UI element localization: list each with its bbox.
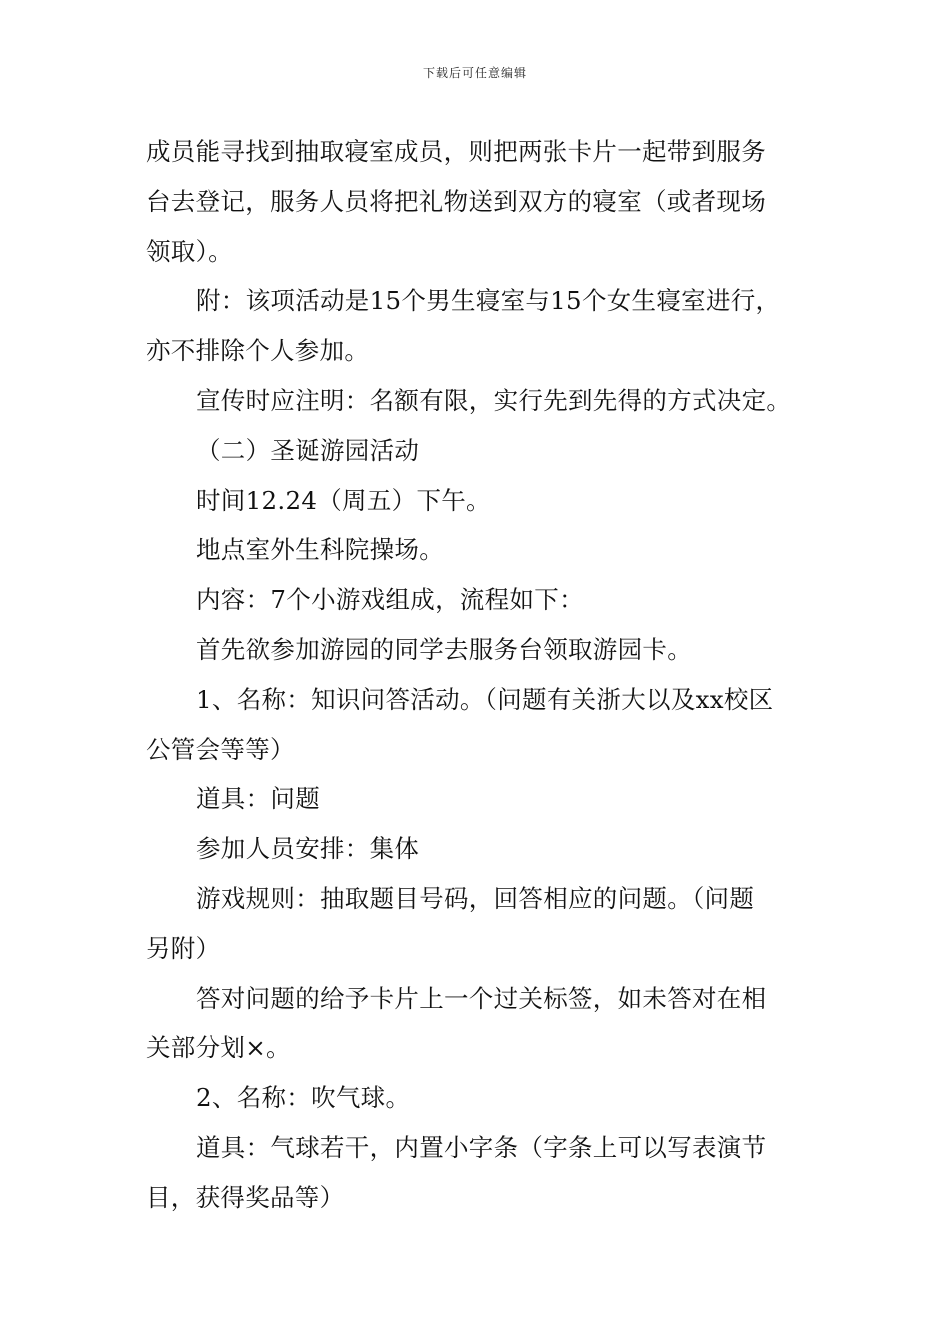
text-line: 道具：问题 — [196, 784, 320, 814]
text-line: 关部分划×。 — [146, 1033, 291, 1063]
text-line: 内容：7个小游戏组成，流程如下： — [196, 585, 584, 615]
text-line: 答对问题的给予卡片上一个过关标签，如未答对在相 — [196, 983, 767, 1013]
text-line: 领取）。 — [146, 236, 233, 266]
text-line: 公管会等等） — [146, 734, 295, 764]
text-line: 时间12.24（周五）下午。 — [196, 485, 491, 515]
section-heading: （二）圣诞游园活动 — [196, 435, 420, 465]
text-line: 首先欲参加游园的同学去服务台领取游园卡。 — [196, 634, 692, 664]
text-line: 附：该项活动是15个男生寝室与15个女生寝室进行， — [196, 286, 781, 316]
text-line: 另附） — [146, 933, 221, 963]
text-line: 参加人员安排：集体 — [196, 834, 420, 864]
page-header: 下载后可任意编辑 — [422, 66, 527, 80]
text-line: 宣传时应注明：名额有限，实行先到先得的方式决定。 — [196, 385, 792, 415]
text-line: 游戏规则：抽取题目号码，回答相应的问题。（问题 — [196, 883, 755, 913]
text-line: 台去登记，服务人员将把礼物送到双方的寝室（或者现场 — [146, 186, 766, 216]
text-line: 目，获得奖品等） — [146, 1182, 345, 1212]
text-line: 亦不排除个人参加。 — [146, 336, 370, 366]
text-line: 1、名称：知识问答活动。（问题有关浙大以及xx校区 — [196, 684, 774, 714]
text-line: 地点室外生科院操场。 — [196, 535, 444, 565]
document-body — [146, 127, 806, 1223]
text-line: 成员能寻找到抽取寝室成员，则把两张卡片一起带到服务 — [146, 137, 766, 166]
text-line: 道具：气球若干，内置小字条（字条上可以写表演节 — [196, 1132, 767, 1162]
text-line: 2、名称：吹气球。 — [196, 1083, 411, 1113]
